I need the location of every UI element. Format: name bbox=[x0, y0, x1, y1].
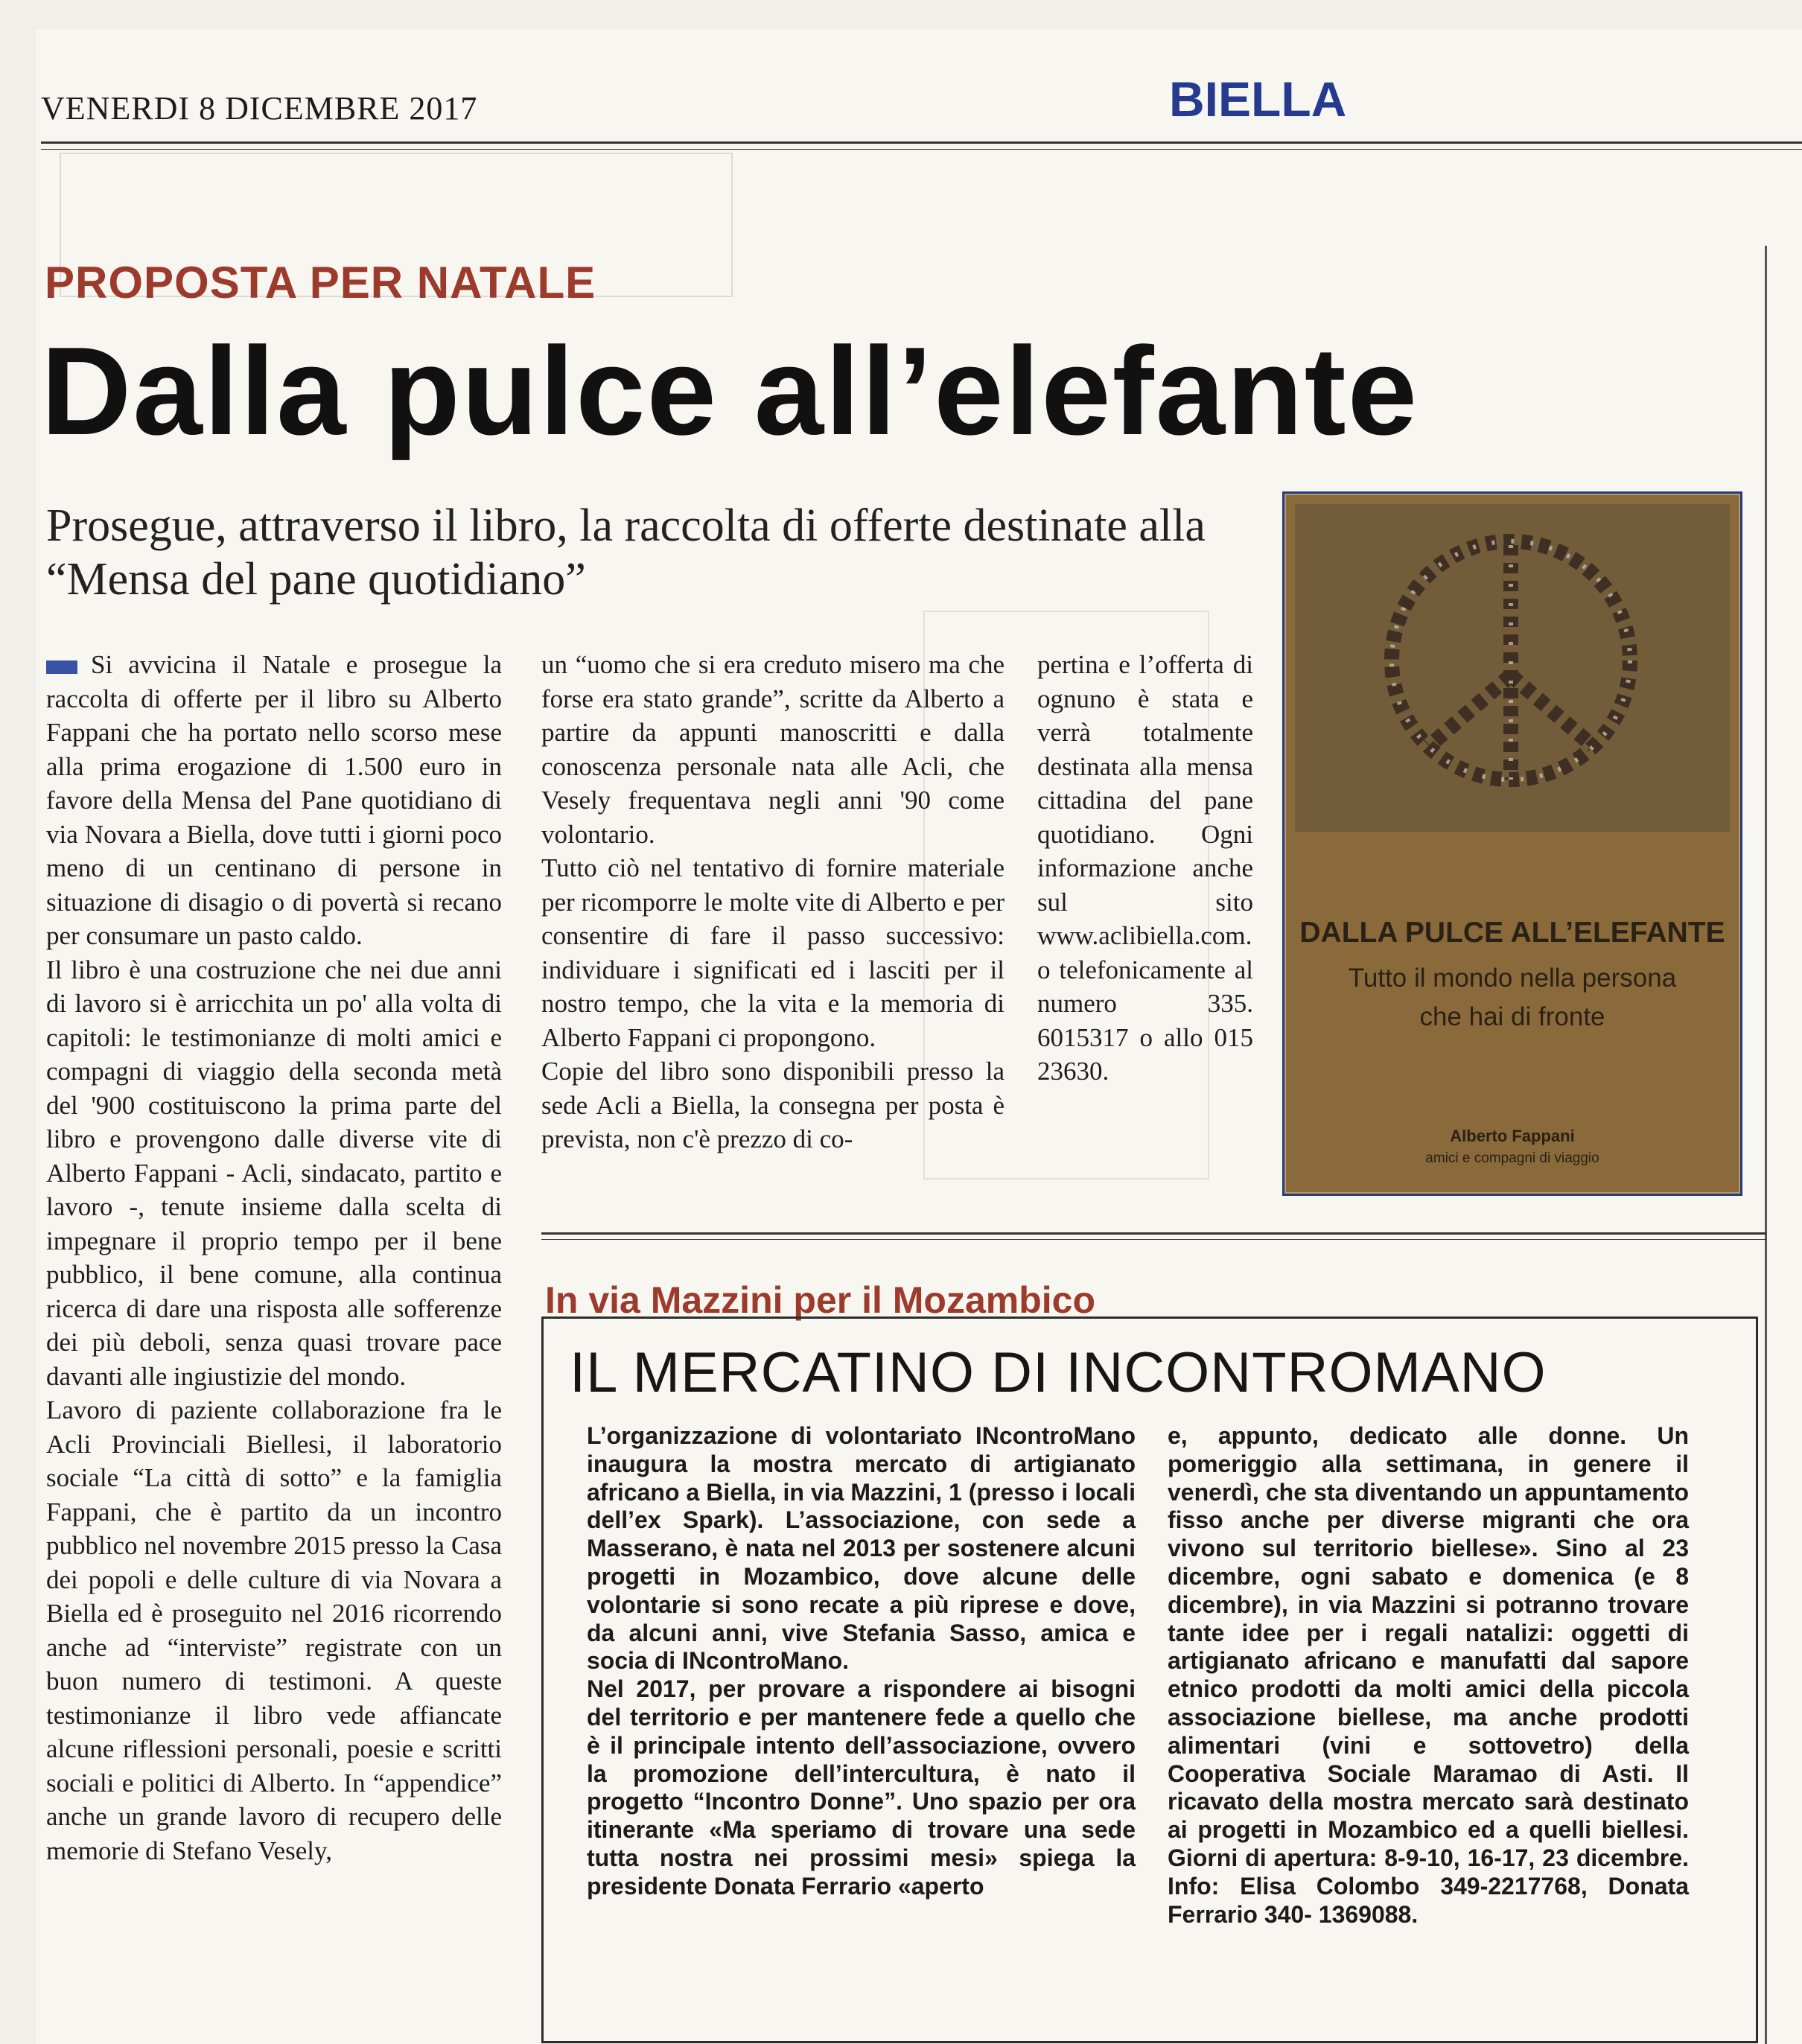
book-subtitle bbox=[1284, 959, 1740, 1037]
section-title: BIELLA bbox=[1169, 71, 1347, 127]
paragraph: Copie del libro sono disponibili presso la sede Acli a Biella, la consegna per posta è prevista, non c'è prezzo di co- bbox=[541, 1057, 1005, 1153]
peace-symbol-photo bbox=[1295, 504, 1730, 832]
book-subtitle-line: Tutto il mondo nella persona bbox=[1348, 964, 1677, 993]
article-kicker: PROPOSTA PER NATALE bbox=[45, 258, 596, 308]
paragraph: pertina e l’offerta di ognuno è stata e verrà totalmente destinata alla mensa cittadina del pane quotidiano. Ogni informazione anche sul sito www.aclibiella.com. o telefonicamente al numero 335. 6015317 o allo 015 23630. bbox=[1037, 650, 1253, 1086]
box-column-2 bbox=[1168, 1422, 1689, 1929]
paragraph: e, appunto, dedicato alle donne. Un pomeriggio alla settimana, in genere il venerdì, che sta diventando un appuntamento fisso anche per diverse migranti che ora vivono sul territorio biellese». Sino al 23 dicembre, ogni sabato e domenica (e 8 dicembre), in via Mazzini si potranno trovare tante idee per i regali natalizi: oggetti di artigianato africano e manufatti dal sapore etnico prodotti da molti amici della piccola associazione biellese, ma anche prodotti alimentari (vini e sottovetro) della Cooperativa Sociale Maramao di Asti. Il ricavato della mostra mercato sarà destinato ai progetti in Mozambico ed a quelli biellesi. Giorni di apertura: 8-9-10, 16-17, 23 dicembre. Info: Elisa Colombo 349-2217768, Donata Ferrario 340- 1369088. bbox=[1168, 1422, 1689, 1928]
article-column-1 bbox=[46, 648, 502, 1868]
article-column-3 bbox=[1037, 648, 1253, 1089]
cover-photo bbox=[1295, 504, 1730, 832]
book-subtitle-line: che hai di fronte bbox=[1419, 1002, 1605, 1031]
book-title: DALLA PULCE ALL’ELEFANTE bbox=[1299, 917, 1725, 949]
lead-square-icon bbox=[46, 660, 77, 674]
right-column-border bbox=[1765, 246, 1767, 2044]
article-subhead: Prosegue, attraverso il libro, la raccolta di offerte destinate alla “Mensa del pane quotidiano” bbox=[46, 500, 1206, 605]
header-rule-thin bbox=[41, 149, 1802, 150]
box-headline: IL MERCATINO DI INCONTROMANO bbox=[570, 1341, 1547, 1404]
paragraph: Il libro è una costruzione che nei due anni di lavoro si è arricchita un po' alla volta di capitoli: le testimonianze di molti amici e compagni di viaggio della seconda metà del '900 costituiscono la prima parte del libro e provengono dalle diverse vite di Alberto Fappani - Acli, sindacato, partito e lavoro -, tenute insieme dalla scelta di impegnare il proprio tempo per il bene pubblico, il bene comune, alla continua ricerca di dare una risposta alle sofferenze dei più deboli, senza quasi trovare pace davanti alle ingiustizie del mondo. bbox=[46, 955, 502, 1391]
article-headline: Dalla pulce all’elefante bbox=[41, 321, 1419, 461]
edition-date: VENERDI 8 DICEMBRE 2017 bbox=[41, 90, 478, 127]
box-kicker: In via Mazzini per il Mozambico bbox=[545, 1279, 1096, 1321]
article-column-2 bbox=[541, 648, 1005, 1156]
book-cover-image bbox=[1282, 491, 1742, 1196]
paragraph: Tutto ciò nel tentativo di fornire materiale per ricomporre le molte vite di Alberto e per consentire di fare il passo successivo: individuare i significati ed i lasciti per il nostro tempo, che la vita e la memoria di Alberto Fappani ci propongono. bbox=[541, 853, 1005, 1052]
box-column-1 bbox=[587, 1422, 1136, 1901]
paragraph-text: Si avvicina il Natale e prosegue la raccolta di offerte per il libro su Alberto Fappani che ha portato nello scorso mese alla prima erogazione di 1.500 euro in favore della Mensa del Pane quotidiano di via Novara a Biella, dove tutti i giorni poco meno di un centinano di persone in situazione di disagio o di povertà si recano per consumare un pasto caldo. bbox=[46, 650, 502, 950]
paragraph: Nel 2017, per provare a rispondere ai bisogni del territorio e per mantenere fede a quello che è il principale intento dell’associazione, ovvero la promozione dell’intercultura, è nato il progetto “Incontro Donne”. Uno spazio per ora itinerante «Ma speriamo di trovare una sede tutta nostra nei prossimi mesi» spiega la presidente Donata Ferrario «aperto bbox=[587, 1675, 1136, 1900]
book-author-subtitle: amici e compagni di viaggio bbox=[1425, 1150, 1599, 1166]
paragraph bbox=[46, 648, 502, 953]
header-rule bbox=[41, 141, 1802, 144]
paragraph: un “uomo che si era creduto misero ma che forse era stato grande”, scritte da Alberto a partire da appunti manoscritti e dalla conoscenza personale nata alle Acli, che Vesely frequentava negli anni '90 come volontario. bbox=[541, 650, 1005, 849]
section-divider bbox=[541, 1232, 1766, 1235]
paragraph: L’organizzazione di volontariato INcontroMano inaugura la mostra mercato di artigianato africano a Biella, in via Mazzini, 1 (presso i locali dell’ex Spark). L’associazione, con sede a Masserano, è nata nel 2013 per sostenere alcuni progetti in Mozambico, dove alcune delle volontarie si sono recate a più riprese e dove, da alcuni anni, vive Stefania Sasso, amica e socia di INcontroMano. bbox=[587, 1422, 1136, 1675]
section-divider-thin bbox=[541, 1239, 1766, 1240]
book-author: Alberto Fappani bbox=[1450, 1127, 1575, 1145]
paragraph: Lavoro di paziente collaborazione fra le Acli Provinciali Biellesi, il laboratorio sociale “La città di sotto” e la famiglia Fappani, che è partito da un incontro pubblico nel novembre 2015 presso la Casa dei popoli e delle culture di via Novara a Biella ed è proseguito nel 2016 ricorrendo anche ad “interviste” registrate con un buon numero di testimoni. A queste testimonianze il libro vede affiancate alcune riflessioni personali, poesie e scritti sociali e politici di Alberto. In “appendice” anche un grande lavoro di recupero delle memorie di Stefano Vesely, bbox=[46, 1395, 502, 1865]
